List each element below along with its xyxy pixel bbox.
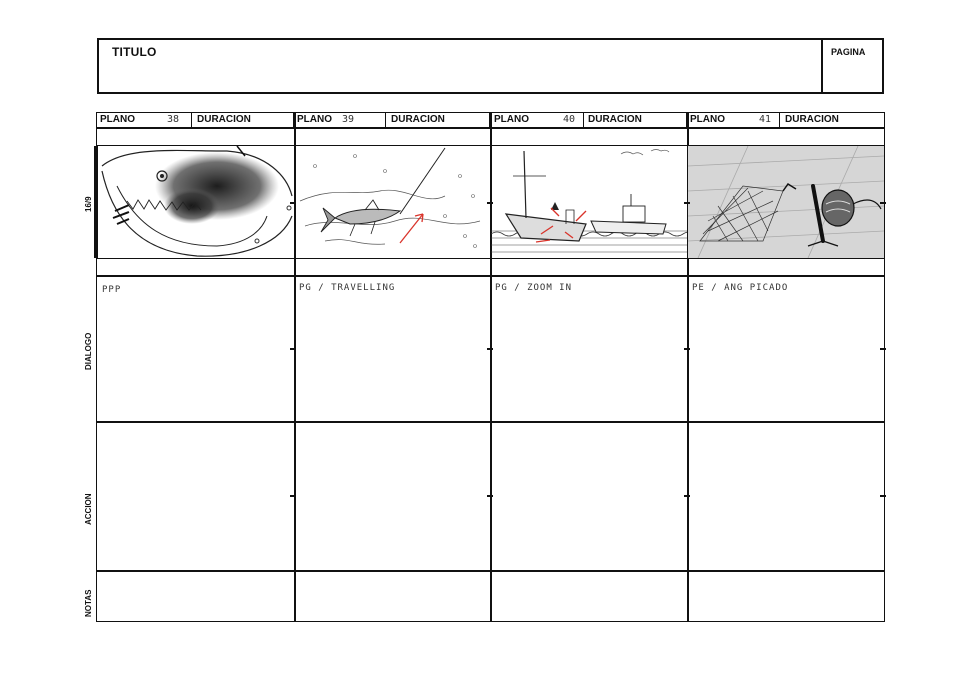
- shot-note: PE / ANG PICADO: [692, 283, 789, 293]
- action-cell[interactable]: [492, 423, 686, 569]
- aspect-ratio-label: 16/9: [84, 196, 93, 212]
- plano-number: 41: [759, 114, 772, 125]
- shot-note: PG / TRAVELLING: [299, 283, 396, 293]
- fish-on-line-sketch-icon[interactable]: [295, 146, 490, 258]
- registration-tick: [487, 202, 493, 204]
- dialogue-cell[interactable]: [98, 277, 293, 420]
- shot-note: PPP: [102, 285, 122, 295]
- registration-tick: [290, 495, 296, 497]
- dialogue-label: DIALOGO: [84, 332, 93, 370]
- action-cell[interactable]: [689, 423, 883, 569]
- registration-tick: [684, 202, 690, 204]
- action-label: ACCION: [84, 493, 93, 525]
- plano-number: 38: [167, 114, 180, 125]
- plano-number: 39: [342, 114, 355, 125]
- registration-tick: [684, 348, 690, 350]
- notes-cell[interactable]: [98, 572, 293, 620]
- shot-note: PG / ZOOM IN: [495, 283, 573, 293]
- title-page-divider: [821, 38, 823, 94]
- duration-label: DURACION: [785, 114, 839, 125]
- registration-tick: [487, 495, 493, 497]
- action-cell[interactable]: [98, 423, 293, 569]
- notes-cell[interactable]: [492, 572, 686, 620]
- fisherman-net-sketch-icon[interactable]: [688, 146, 884, 258]
- plano-label: PLANO: [690, 114, 725, 125]
- plano-label: PLANO: [494, 114, 529, 125]
- duration-label: DURACION: [588, 114, 642, 125]
- title-label: TITULO: [112, 45, 157, 59]
- frame-bottom-divider: [96, 258, 885, 259]
- dialogue-cell[interactable]: [296, 277, 489, 420]
- title-box: [97, 38, 884, 94]
- notes-cell[interactable]: [296, 572, 489, 620]
- registration-tick: [290, 202, 296, 204]
- action-cell[interactable]: [296, 423, 489, 569]
- duration-label: DURACION: [391, 114, 445, 125]
- registration-tick: [880, 348, 886, 350]
- fishing-boat-sketch-icon[interactable]: [491, 146, 687, 258]
- shark-jaws-sketch-icon[interactable]: [97, 146, 294, 258]
- notes-label: NOTAS: [84, 589, 93, 617]
- registration-tick: [487, 348, 493, 350]
- notes-cell[interactable]: [689, 572, 883, 620]
- registration-tick: [880, 495, 886, 497]
- dialogue-cell[interactable]: [689, 277, 883, 420]
- duration-label: DURACION: [197, 114, 251, 125]
- plano-label: PLANO: [100, 114, 135, 125]
- plano-label: PLANO: [297, 114, 332, 125]
- registration-tick: [684, 495, 690, 497]
- page-label: PAGINA: [831, 47, 866, 57]
- registration-tick: [880, 202, 886, 204]
- plano-number: 40: [563, 114, 576, 125]
- dialogue-cell[interactable]: [492, 277, 686, 420]
- registration-tick: [290, 348, 296, 350]
